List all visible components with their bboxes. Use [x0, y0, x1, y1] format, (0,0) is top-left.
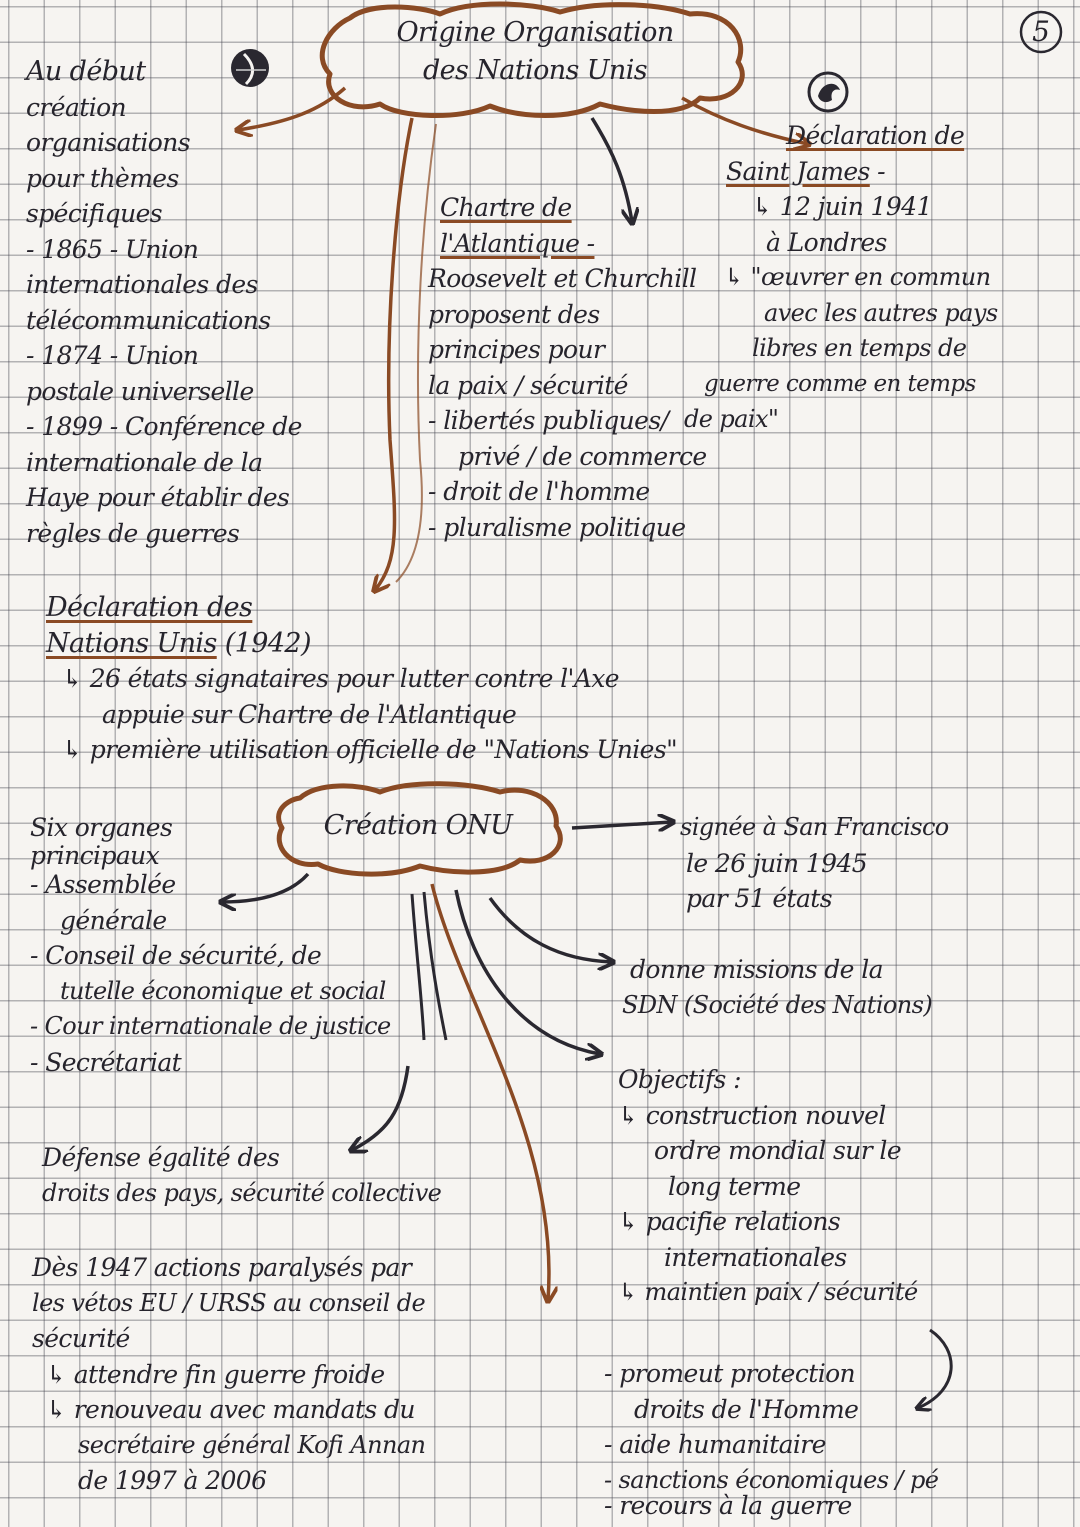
organes-section	[30, 810, 391, 1080]
signee-section	[680, 810, 949, 917]
objectifs-line: internationales	[664, 1242, 847, 1272]
declaration-heading-2-row	[46, 626, 677, 662]
stjames-line: ↳ "œuvrer en commun	[724, 263, 991, 291]
objectifs-line: ↳ maintien paix / sécurité	[618, 1278, 918, 1306]
debut-line: télécommunications	[26, 305, 271, 335]
debut-line: postale universelle	[26, 376, 254, 406]
arrow-to-objectifs	[456, 890, 600, 1054]
organes-line: principaux	[30, 840, 160, 870]
objectifs-line: ↳ pacifie relations	[618, 1207, 841, 1236]
defense-section	[42, 1140, 441, 1211]
debut-line: organisations	[26, 128, 190, 157]
stjames-date: ↳ 12 juin 1941	[752, 192, 932, 221]
defense-line: Défense égalité des	[42, 1143, 280, 1172]
objectifs-section	[618, 1062, 918, 1311]
organes-line: - Conseil de sécurité, de	[30, 941, 322, 970]
stjames-heading-2-row	[726, 154, 964, 190]
debut-line: internationale de la	[26, 447, 263, 477]
paralyse-line: secrétaire général Kofi Annan	[78, 1430, 426, 1459]
arrow-to-declaration	[375, 118, 412, 590]
signee-line: par 51 états	[686, 884, 832, 913]
charte-line: - droit de l'homme	[428, 477, 650, 506]
title-line-1: Origine Organisation	[396, 17, 674, 48]
debut-line: internationales des	[26, 270, 258, 299]
charte-line: - pluralisme politique	[428, 512, 686, 542]
declaration-section	[46, 590, 677, 768]
charte-line: - libertés publiques/	[428, 406, 669, 435]
organes-line: - Secrétariat	[30, 1047, 182, 1077]
paralyse-line: ↳ attendre fin guerre froide	[46, 1359, 385, 1389]
debut-line: - 1899 - Conférence de	[26, 412, 302, 441]
promeut-line: - promeut protection	[604, 1359, 856, 1388]
organes-line: - Cour internationale de justice	[30, 1012, 391, 1040]
declaration-year: (1942)	[216, 627, 311, 659]
stjames-line: libres en temps de	[752, 334, 967, 362]
debut-line: règles de guerres	[26, 518, 240, 548]
promeut-line: - aide humanitaire	[604, 1430, 826, 1459]
paralyse-line: les vétos EU / URSS au conseil de	[32, 1288, 426, 1317]
debut-line: création	[26, 92, 127, 122]
debut-heading: Au début	[26, 56, 146, 87]
debut-line: - 1865 - Union	[26, 234, 199, 264]
arrow-to-signee	[572, 822, 672, 828]
promeut-line: - recours à la guerre	[604, 1491, 852, 1520]
charte-section	[428, 190, 707, 545]
charte-line: principes pour	[428, 335, 605, 364]
stjames-heading-1: Déclaration de	[786, 121, 965, 150]
paralyse-section	[32, 1250, 425, 1499]
charte-line: privé / de commerce	[458, 441, 707, 471]
stjames-line: avec les autres pays	[764, 298, 998, 327]
title-block	[330, 14, 740, 90]
sdn-section	[622, 952, 932, 1023]
paralyse-line: ↳ renouveau avec mandats du	[46, 1395, 415, 1424]
charte-heading-2: l'Atlantique -	[440, 228, 595, 258]
declaration-line: ↳ 26 états signataires pour lutter contre l'Axe	[62, 664, 619, 693]
debut-section	[26, 54, 302, 551]
stjames-line: guerre comme en temps	[704, 370, 976, 397]
declaration-heading-1: Déclaration des	[46, 592, 253, 623]
paralyse-line: sécurité	[32, 1324, 130, 1353]
organes-line: tutelle économique et social	[60, 976, 386, 1005]
stjames-heading-suffix: -	[869, 156, 885, 186]
objectifs-line: ↳ construction nouvel	[618, 1100, 886, 1130]
organes-line: - Assemblée	[30, 870, 176, 899]
paralyse-line: Dès 1947 actions paralysés par	[32, 1253, 412, 1282]
arrow-to-sdn	[490, 898, 612, 962]
debut-line: spécifiques	[26, 199, 163, 228]
debut-line: Haye pour établir des	[26, 483, 290, 512]
signee-line: le 26 juin 1945	[686, 848, 868, 878]
objectifs-line: long terme	[668, 1171, 801, 1201]
objectifs-heading: Objectifs :	[618, 1065, 741, 1094]
charte-line: la paix / sécurité	[428, 370, 628, 400]
debut-line: - 1874 - Union	[26, 341, 199, 370]
stjames-heading-2: Saint James	[726, 156, 870, 186]
charte-line: proposent des	[428, 299, 600, 329]
organes-line: générale	[60, 905, 167, 935]
promeut-line: - sanctions économiques / pé	[604, 1465, 939, 1494]
paralyse-line: de 1997 à 2006	[78, 1466, 267, 1495]
stjames-line: de paix"	[684, 405, 779, 433]
debut-line: pour thèmes	[26, 163, 179, 193]
page-number: 5	[1032, 15, 1050, 48]
promeut-line: droits de l'Homme	[634, 1394, 859, 1424]
arrow-to-paralyse	[432, 884, 549, 1300]
objectifs-line: ordre mondial sur le	[654, 1136, 902, 1165]
defense-line: droits des pays, sécurité collective	[42, 1178, 442, 1207]
charte-line: Roosevelt et Churchill	[428, 264, 697, 293]
stjames-place: à Londres	[766, 227, 887, 257]
organes-line: Six organes	[30, 813, 173, 842]
title-line-2: des Nations Unis	[422, 55, 648, 86]
stjames-section	[726, 118, 964, 260]
promeut-section	[604, 1356, 938, 1524]
creation-label: Création ONU	[323, 810, 513, 841]
stjames-quote	[684, 260, 998, 438]
signee-line: signée à San Francisco	[680, 813, 949, 841]
sdn-line: SDN (Société des Nations)	[622, 990, 933, 1019]
charte-heading-1: Chartre de	[440, 193, 572, 222]
declaration-line: appuie sur Chartre de l'Atlantique	[102, 699, 517, 729]
peace-dove-doodle	[809, 73, 847, 111]
declaration-line: ↳ première utilisation officielle de "Nations Unies"	[62, 735, 678, 764]
sdn-line: donne missions de la	[630, 955, 883, 984]
declaration-heading-2: Nations Unis	[46, 627, 217, 659]
